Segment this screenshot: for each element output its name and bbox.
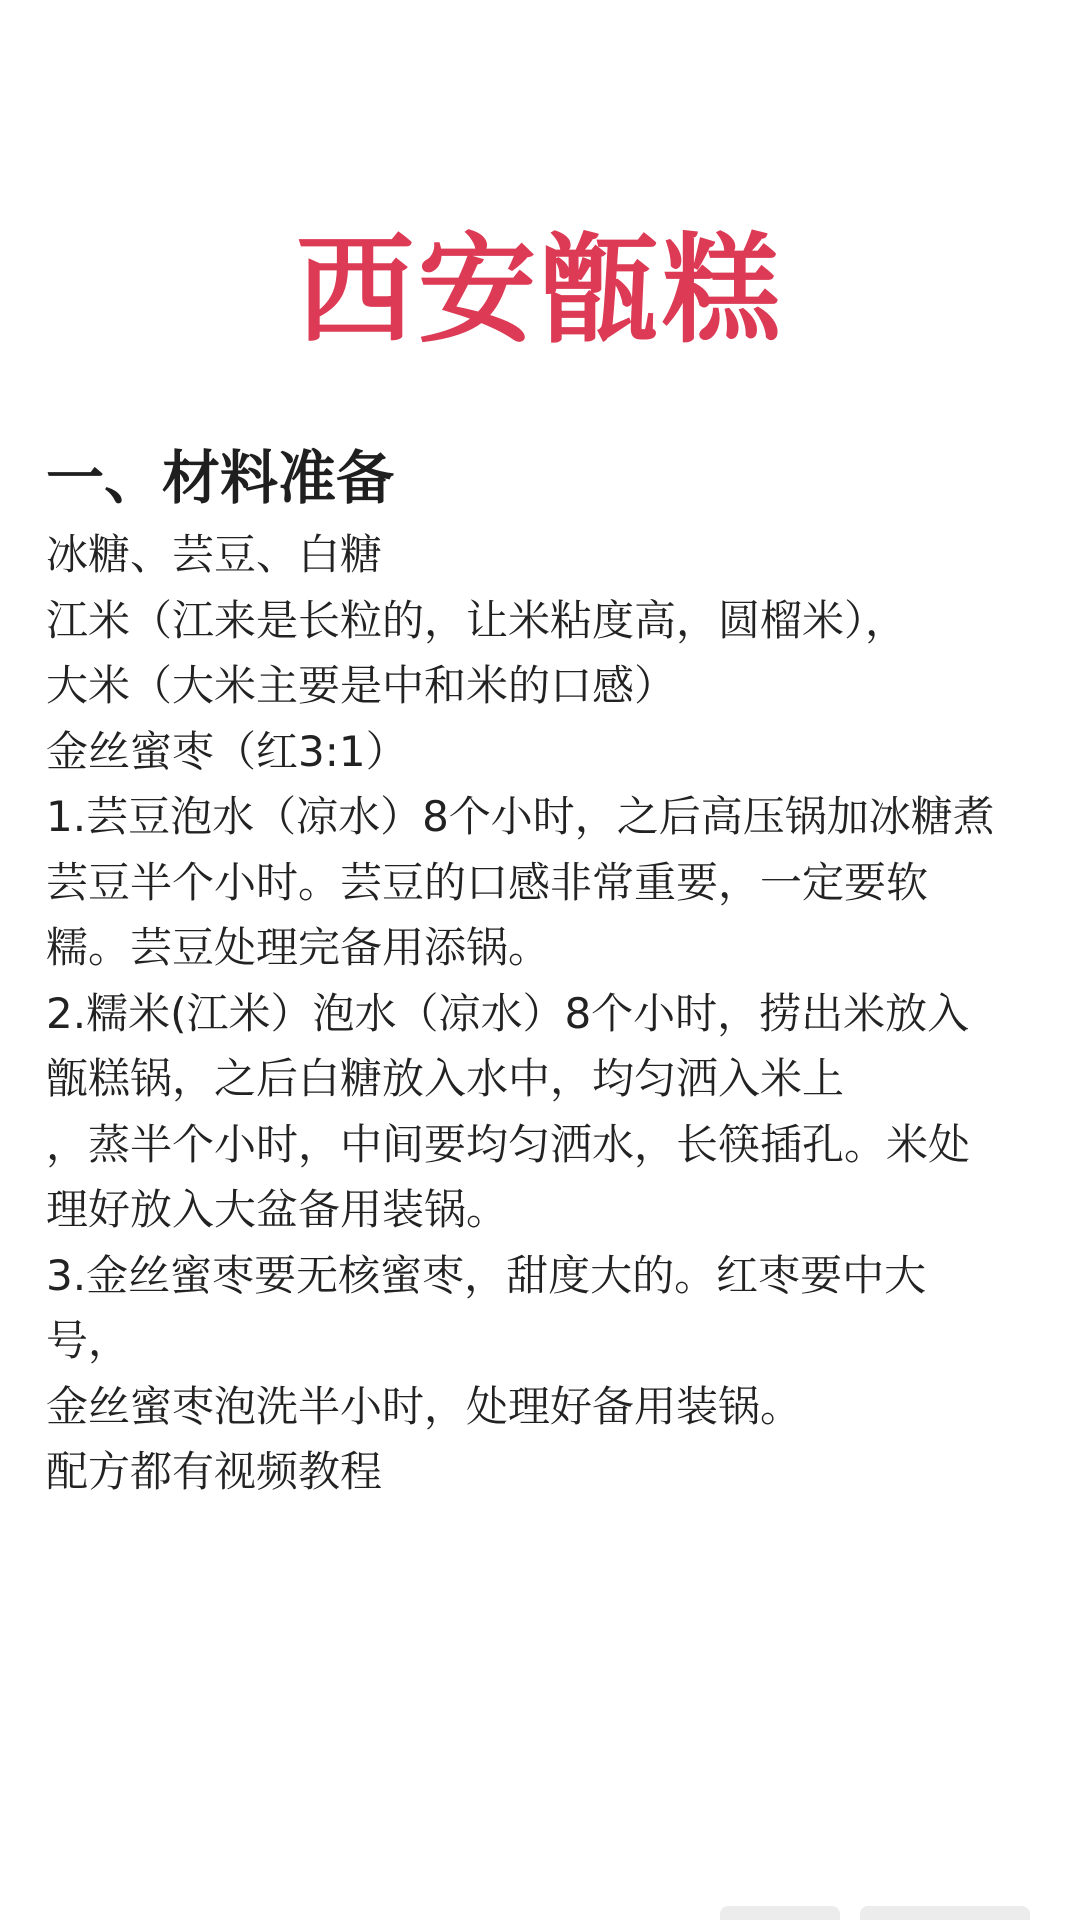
bottom-edge-shape: [720, 1906, 840, 1920]
recipe-content: [46, 440, 1046, 1505]
step-line: 1.芸豆泡水（凉水）8个小时，之后高压锅加冰糖煮: [46, 792, 995, 841]
ingredient-line: 金丝蜜枣（红3:1）: [46, 726, 408, 776]
page-title: 西安甑糕: [295, 221, 784, 359]
step-line: 2.糯米(江米）泡水（凉水）8个小时，捞出米放入: [46, 988, 970, 1038]
step-line: 糯。芸豆处理完备用添锅。: [46, 923, 551, 972]
step-line: 芸豆半个小时。芸豆的口感非常重要，一定要软: [46, 857, 929, 907]
step-line: ，蒸半个小时，中间要均匀洒水，长筷插孔。米处: [46, 1119, 971, 1169]
ingredient-line: 江米（江来是长粒的，让米粘度高，圆榴米），: [46, 595, 908, 645]
ingredient-line: 冰糖、芸豆、白糖: [46, 530, 383, 579]
step-line: 金丝蜜枣泡洗半小时，处理好备用装锅。: [46, 1381, 803, 1431]
ingredient-line: 大米（大米主要是中和米的口感）: [46, 661, 677, 710]
note-line: 配方都有视频教程: [46, 1447, 383, 1496]
section-heading: 一、材料准备: [46, 444, 395, 512]
step-line: 号，: [46, 1316, 131, 1365]
step-line: 3.金丝蜜枣要无核蜜枣，甜度大的。红枣要中大: [46, 1250, 927, 1300]
step-line: 甑糕锅，之后白糖放入水中，均匀洒入米上: [46, 1054, 845, 1103]
step-line: 理好放入大盆备用装锅。: [46, 1185, 509, 1234]
bottom-edge-shape: [860, 1906, 1030, 1920]
